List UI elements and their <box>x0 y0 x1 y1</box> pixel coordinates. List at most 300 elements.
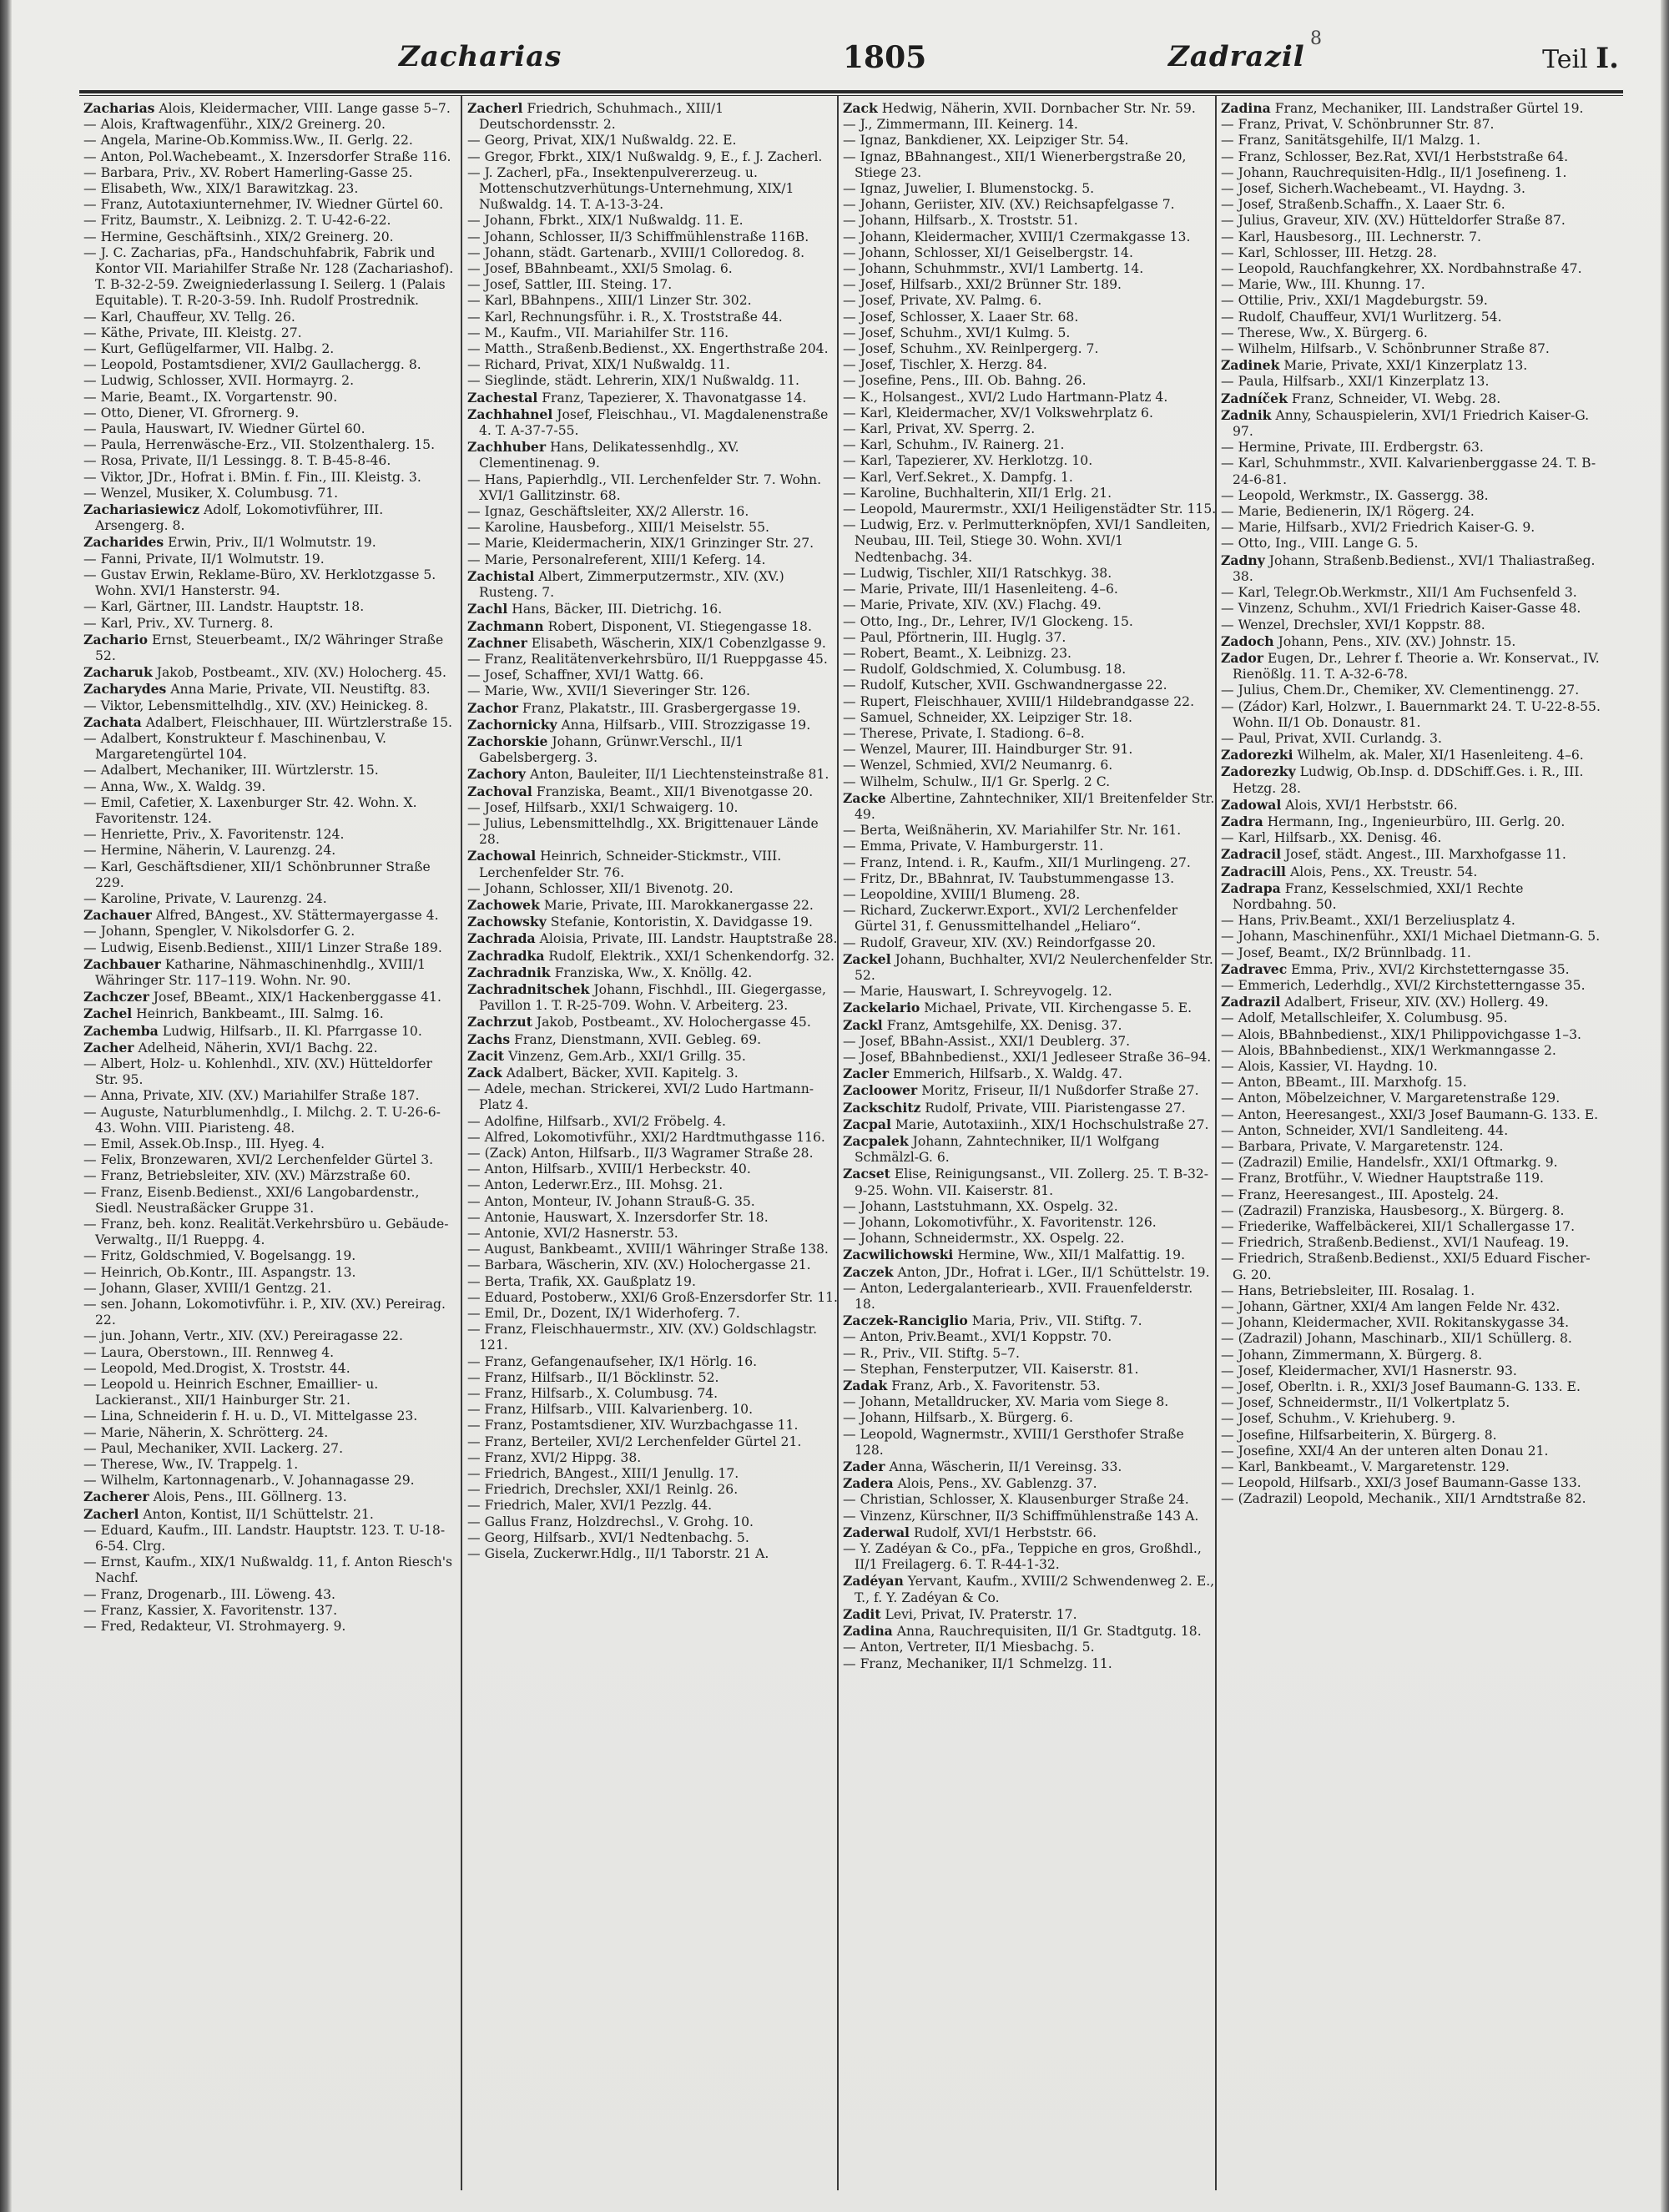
entry-details: Rudolf, Graveur, XIV. (XV.) Reindorfgasse 20. <box>860 935 1157 950</box>
entry-details: Barbara, Wäscherin, XIV. (XV.) Holochergasse 21. <box>484 1257 811 1273</box>
entry-details: Marie, Kleidermacherin, XIX/1 Grinzinger Str. 27. <box>484 536 814 552</box>
entry-details: Emma, Private, V. Hamburgerstr. 11. <box>860 839 1104 854</box>
entry-ditto-dash: — <box>1221 133 1238 149</box>
entry-ditto-dash: — <box>83 1297 101 1313</box>
entry-ditto-dash: — <box>467 1529 485 1545</box>
entry-details: Michael, Private, VII. Kirchengasse 5. E. <box>924 1000 1193 1016</box>
entry-details: Johann, Pens., XIV. (XV.) Johnstr. 15. <box>1278 633 1516 649</box>
entry-details: Alois, Pens., XX. Treustr. 54. <box>1289 864 1478 879</box>
entry-details: Paula, Hauswart, IV. Wiedner Gürtel 60. <box>100 421 366 437</box>
entry-ditto-dash: — <box>843 149 860 164</box>
entry-surname: Zachradnik <box>467 964 551 980</box>
entry-details: Viktor, Lebensmittelhdlg., XIV. (XV.) Heinickeg. 8. <box>100 698 428 713</box>
directory-entry <box>467 100 841 133</box>
entry-details: Johann, Schlosser, II/3 Schiffmühlenstraße 116B. <box>484 229 809 244</box>
entry-details: Leopoldine, XVIII/1 Blumeng. 28. <box>860 886 1081 902</box>
entry-details: Vinzenz, Gem.Arb., XXI/1 Grillg. 35. <box>508 1048 746 1064</box>
entry-details: Emmerich, Hilfsarb., X. Waldg. 47. <box>893 1066 1122 1082</box>
entry-surname: Zachata <box>83 713 142 730</box>
entry-ditto-dash: — <box>467 1386 485 1402</box>
entry-ditto-dash: — <box>83 1360 101 1376</box>
column-1 <box>83 100 457 2186</box>
entry-surname: Zadracil <box>1221 846 1282 863</box>
directory-entry <box>467 668 841 683</box>
entry-details: Julius, Lebensmittelhdlg., XX. Brigittenauer Lände 28. <box>479 815 819 848</box>
entry-ditto-dash: — <box>1221 261 1238 277</box>
directory-entry <box>467 1386 841 1402</box>
entry-ditto-dash: — <box>1221 277 1238 293</box>
entry-details: Franz, Hilfsarb., VIII. Kalvarienberg. 10. <box>484 1402 754 1418</box>
entry-details: R., Priv., VII. Stiftg. 5–7. <box>860 1345 1020 1361</box>
directory-entry <box>843 213 1217 229</box>
directory-entry <box>467 1130 841 1146</box>
header-first-entry: Zacharias <box>399 40 562 73</box>
directory-entry <box>843 871 1217 887</box>
directory-entry <box>1221 683 1601 698</box>
directory-entry <box>843 1656 1217 1672</box>
entry-ditto-dash: — <box>843 1280 860 1296</box>
directory-entry <box>1221 341 1601 357</box>
entry-details: Richard, Zuckerwr.Export., XVI/2 Lerchenfelder Gürtel 31, f. Genussmittelhandel „Heliaro“. <box>855 903 1178 935</box>
entry-surname: Zadoch <box>1221 632 1274 649</box>
directory-entry <box>843 373 1217 389</box>
column-divider <box>461 96 462 2190</box>
directory-entry <box>1221 1251 1601 1282</box>
directory-entry <box>83 616 457 632</box>
directory-entry <box>843 277 1217 293</box>
entry-surname: Zacher <box>83 1039 134 1056</box>
directory-entry <box>83 100 457 117</box>
directory-entry <box>83 1005 457 1022</box>
entry-ditto-dash: — <box>843 629 860 645</box>
entry-details: Alois, Kleidermacher, VIII. Lange gasse 5–7. <box>159 101 451 116</box>
entry-details: Anton, Möbelzeichner, V. Margaretenstraße 129. <box>1238 1091 1561 1106</box>
directory-entry <box>83 310 457 325</box>
directory-entry <box>1221 374 1601 390</box>
entry-ditto-dash: — <box>467 325 485 340</box>
entry-surname: Zacpalek <box>843 1133 909 1149</box>
entry-ditto-dash: — <box>83 229 101 244</box>
entry-details: Franz, Mechaniker, III. Landstraßer Gürtel 19. <box>1274 101 1584 116</box>
directory-entry <box>1221 1315 1601 1331</box>
directory-entry <box>467 1498 841 1514</box>
entry-details: Franz, beh. konz. Realität.Verkehrsbüro u. Gebäude-Verwaltg., II/1 Rueppg. 4. <box>95 1217 449 1248</box>
entry-details: Karl, Geschäftsdiener, XII/1 Schönbrunner Straße 229. <box>95 859 431 890</box>
entry-details: Josef, Sattler, III. Steing. 17. <box>484 277 673 293</box>
entry-surname: Zachrada <box>467 930 536 947</box>
entry-details: Marie, Private, XIV. (XV.) Flachg. 49. <box>860 597 1102 613</box>
directory-entry <box>467 568 841 601</box>
directory-entry <box>467 1065 841 1081</box>
directory-entry <box>83 341 457 357</box>
directory-entry <box>1221 763 1601 796</box>
page-number: 1805 <box>843 40 927 75</box>
directory-entry <box>83 245 457 310</box>
entry-details: Hermine, Geschäftsinh., XIX/2 Greinerg. 20. <box>100 229 394 244</box>
directory-entry <box>1221 1395 1601 1411</box>
entry-details: Josef, Schlosser, X. Laaer Str. 68. <box>860 309 1079 325</box>
entry-surname: Zachowek <box>467 896 540 913</box>
entry-ditto-dash: — <box>1221 1122 1238 1138</box>
directory-entry <box>83 859 457 891</box>
entry-details: Johann, Buchhalter, XVI/2 Neulerchenfelder Str. 52. <box>855 951 1213 983</box>
entry-details: J., Zimmermann, III. Keinerg. 14. <box>860 117 1078 133</box>
entry-surname: Zachl <box>467 601 508 617</box>
directory-entry <box>843 1362 1217 1378</box>
entry-details: Anton, Hilfsarb., XVIII/1 Herbeckstr. 40. <box>484 1161 751 1177</box>
part-word: Teil <box>1542 45 1588 74</box>
directory-entry <box>467 700 841 717</box>
directory-entry <box>1221 1203 1601 1219</box>
entry-details: Therese, Ww., X. Bürgerg. 6. <box>1238 325 1428 340</box>
entry-ditto-dash: — <box>83 1424 101 1440</box>
entry-ditto-dash: — <box>1221 1427 1238 1443</box>
entry-details: Franz, Tapezierer, X. Thavonatgasse 14. <box>542 390 807 406</box>
entry-ditto-dash: — <box>83 453 101 469</box>
directory-entry <box>83 325 457 341</box>
entry-details: Franz, Arb., X. Favoritenstr. 53. <box>891 1378 1101 1394</box>
entry-surname: Zachoval <box>467 783 532 799</box>
directory-entry <box>1221 1059 1601 1075</box>
entry-ditto-dash: — <box>467 799 485 815</box>
entry-ditto-dash: — <box>83 1217 101 1232</box>
entry-surname: Zachhuber <box>467 439 547 456</box>
directory-entry <box>1221 440 1601 456</box>
directory-entry <box>843 1427 1217 1459</box>
entry-details: Paul, Pförtnerin, III. Huglg. 37. <box>860 629 1066 645</box>
entry-details: Fritz, Baumstr., X. Leibnizg. 2. T. U-42-6-22. <box>100 213 391 229</box>
entry-details: J. C. Zacharias, pFa., Handschuhfabrik, Fabrik und Kontor VII. Mariahilfer Straße Nr. 128 (Zachariashof). T. B-32-2-59. Zweigniederlassung I. Seilerg. 1 (Palais Equitable). T. R-20-3-59. Inh. Rudolf Prostrednik. <box>95 244 454 309</box>
entry-ditto-dash: — <box>843 309 860 325</box>
entry-ditto-dash: — <box>843 1410 860 1426</box>
entry-ditto-dash: — <box>83 421 101 437</box>
directory-entry <box>1221 181 1601 197</box>
entry-details: Ernst, Kaufm., XIX/1 Nußwaldg. 11, f. Anton Riesch's Nachf. <box>95 1554 453 1586</box>
entry-details: Ludwig, Hilfsarb., II. Kl. Pfarrgasse 10. <box>162 1023 422 1039</box>
directory-entry <box>83 1473 457 1489</box>
entry-details: Josef, BBahn-Assist., XXI/1 Deublerg. 37. <box>860 1033 1131 1049</box>
directory-entry <box>1221 978 1601 994</box>
entry-details: Johann, Schuhmmstr., XVI/1 Lambertg. 14. <box>860 261 1144 277</box>
entry-ditto-dash: — <box>843 582 860 597</box>
entry-details: Heinrich, Ob.Kontr., III. Aspangstr. 13. <box>100 1264 356 1280</box>
entry-ditto-dash: — <box>1221 1459 1238 1475</box>
entry-details: Franziska, Beamt., XII/1 Bivenotgasse 20. <box>536 784 814 799</box>
directory-entry <box>467 261 841 277</box>
entry-details: Fritz, Dr., BBahnrat, IV. Taubstummengasse 13. <box>860 870 1175 886</box>
entry-ditto-dash: — <box>1221 181 1238 197</box>
entry-details: Josef, Straßenb.Schaffn., X. Laaer Str. 6. <box>1238 197 1505 213</box>
entry-ditto-dash: — <box>843 597 860 613</box>
entry-details: Johann, Fischhdl., III. Giegergasse, Pavillon 1. T. R-25-709. Wohn. V. Arbeiterg. 23. <box>479 981 826 1014</box>
entry-ditto-dash: — <box>83 1104 101 1120</box>
entry-ditto-dash: — <box>843 662 860 678</box>
entry-ditto-dash: — <box>467 261 485 277</box>
directory-entry <box>1221 536 1601 552</box>
entry-details: Henriette, Priv., X. Favoritenstr. 124. <box>100 827 345 843</box>
directory-entry <box>843 597 1217 613</box>
entry-details: Ludwig, Eisenb.Bedienst., XIII/1 Linzer Straße 189. <box>100 940 442 955</box>
entry-details: Emma, Priv., XVI/2 Kirchstetterngasse 35. <box>1291 961 1570 977</box>
entry-ditto-dash: — <box>843 1361 860 1377</box>
directory-entry <box>467 1322 841 1353</box>
entry-ditto-dash: — <box>843 213 860 229</box>
entry-details: Marie, Ww., III. Khunng. 17. <box>1238 277 1425 293</box>
entry-details: Josef, Sicherh.Wachebeamt., VI. Haydng. 3. <box>1238 181 1525 197</box>
entry-surname: Zachhahnel <box>467 406 553 422</box>
entry-ditto-dash: — <box>843 485 860 501</box>
entry-details: Eugen, Dr., Lehrer f. Theorie a. Wr. Konservat., IV. Rienößlg. 11. T. A-32-6-78. <box>1233 650 1600 683</box>
entry-surname: Zachory <box>467 766 526 783</box>
entry-details: Leopold, Maurermstr., XXI/1 Heiligenstädter Str. 115. <box>860 501 1217 517</box>
entry-ditto-dash: — <box>467 133 485 149</box>
entry-ditto-dash: — <box>467 1498 485 1514</box>
entry-details: Alois, Pens., III. Göllnerg. 13. <box>153 1489 347 1505</box>
directory-entry <box>1221 814 1601 830</box>
entry-details: Gallus Franz, Holzdrechsl., V. Grohg. 10. <box>484 1514 754 1529</box>
entry-ditto-dash: — <box>467 341 485 357</box>
directory-entry <box>1221 731 1601 747</box>
directory-entry <box>467 277 841 293</box>
entry-ditto-dash: — <box>1221 520 1238 536</box>
entry-details: Christian, Schlosser, X. Klausenburger Straße 24. <box>860 1492 1189 1508</box>
entry-details: (Zadrazil) Franziska, Hausbesorg., X. Bürgerg. 8. <box>1238 1202 1565 1218</box>
entry-ditto-dash: — <box>843 725 860 741</box>
directory-entry <box>83 1345 457 1361</box>
entry-ditto-dash: — <box>1221 440 1238 456</box>
directory-entry <box>1221 407 1601 440</box>
entry-details: Marie, Hilfsarb., XVI/2 Friedrich Kaiser-G. 9. <box>1238 520 1535 536</box>
entry-details: Paula, Herrenwäsche-Erz., VII. Stolzenthalerg. 15. <box>100 437 436 453</box>
entry-ditto-dash: — <box>1221 487 1238 503</box>
entry-ditto-dash: — <box>467 1306 485 1322</box>
entry-details: Anna, Ww., X. Waldg. 39. <box>100 778 266 794</box>
entry-ditto-dash: — <box>467 552 485 567</box>
entry-surname: Zadina <box>1221 100 1271 116</box>
entry-ditto-dash: — <box>1221 617 1238 632</box>
entry-ditto-dash: — <box>83 485 101 501</box>
entry-details: Franz, Hilfsarb., II/1 Böcklinstr. 52. <box>484 1369 719 1385</box>
entry-details: Josef, BBahnbedienst., XXI/1 Jedleseer Straße 36–94. <box>860 1049 1212 1065</box>
directory-entry <box>1221 293 1601 309</box>
entry-details: Anton, Vertreter, II/1 Miesbachg. 5. <box>860 1640 1095 1655</box>
entry-details: Emmerich, Lederhdlg., XVI/2 Kirchstetterngasse 35. <box>1238 977 1586 993</box>
entry-details: Johann, Kleidermacher, XVII. Rokitanskygasse 34. <box>1238 1315 1570 1331</box>
entry-details: (Zack) Anton, Hilfsarb., II/3 Wagramer Straße 28. <box>484 1146 814 1161</box>
entry-details: Samuel, Schneider, XX. Leipziger Str. 18. <box>860 709 1132 725</box>
entry-ditto-dash: — <box>467 1177 485 1193</box>
entry-details: Y. Zadéyan & Co., pFa., Teppiche en gros, Großhdl., II/1 Freilagerg. 6. T. R-44-1-32. <box>855 1541 1202 1573</box>
directory-entry <box>1221 601 1601 617</box>
entry-ditto-dash: — <box>467 668 485 683</box>
entry-surname: Zacharias <box>83 100 155 116</box>
entry-ditto-dash: — <box>467 815 485 831</box>
directory-entry <box>1221 1010 1601 1026</box>
entry-ditto-dash: — <box>1221 293 1238 309</box>
entry-details: Alois, BBahnbedienst., XIX/1 Werkmanngasse 2. <box>1238 1042 1556 1058</box>
directory-entry <box>467 784 841 800</box>
entry-ditto-dash: — <box>1221 1202 1238 1218</box>
entry-surname: Zaczek-Ranciglio <box>843 1313 968 1329</box>
directory-entry <box>1221 1027 1601 1043</box>
entry-details: Heinrich, Bankbeamt., III. Salmg. 16. <box>136 1006 384 1022</box>
entry-surname: Zadak <box>843 1378 888 1394</box>
entry-details: Karoline, Private, V. Laurenzg. 24. <box>100 890 327 906</box>
directory-entry <box>83 1023 457 1040</box>
entry-ditto-dash: — <box>83 1168 101 1184</box>
directory-entry <box>1221 1219 1601 1235</box>
entry-ditto-dash: — <box>467 1257 485 1273</box>
directory-entry <box>83 1281 457 1297</box>
entry-details: Josefine, XXI/4 An der unteren alten Donau 21. <box>1238 1443 1549 1459</box>
entry-ditto-dash: — <box>843 839 860 854</box>
directory-entry <box>467 1081 841 1113</box>
entry-ditto-dash: — <box>467 1449 485 1465</box>
entry-details: Karl, Priv., XV. Turnerg. 8. <box>100 615 274 631</box>
entry-ditto-dash: — <box>843 1640 860 1655</box>
entry-details: Adolfine, Hilfsarb., XVI/2 Fröbelg. 4. <box>484 1113 727 1129</box>
entry-ditto-dash: — <box>843 341 860 357</box>
entry-details: Franz, Brotführ., V. Wiedner Hauptstraße 119. <box>1238 1171 1544 1187</box>
directory-entry <box>83 1248 457 1264</box>
entry-details: Rudolf, XVI/1 Herbststr. 66. <box>913 1524 1097 1540</box>
entry-details: Karoline, Hausbeforg., XIII/1 Meiselstr. 55. <box>484 520 769 536</box>
entry-ditto-dash: — <box>83 1248 101 1264</box>
entry-details: Johann, Schlosser, XI/1 Geiselbergstr. 14. <box>860 244 1133 260</box>
directory-entry <box>467 914 841 930</box>
directory-entry <box>83 698 457 714</box>
directory-entry <box>83 989 457 1005</box>
entry-details: Josef, Fleischhau., VI. Magdalenenstraße 4. T. A-37-7-55. <box>479 406 829 439</box>
entry-details: Marie, Private, XXI/1 Kinzerplatz 13. <box>1283 358 1528 374</box>
entry-surname: Zadnik <box>1221 406 1272 423</box>
entry-ditto-dash: — <box>467 520 485 536</box>
entry-details: Kurt, Geflügelfarmer, VII. Halbg. 2. <box>100 341 335 357</box>
directory-entry <box>1221 633 1601 650</box>
entry-details: Franz, Drogenarb., III. Löweng. 43. <box>100 1586 335 1602</box>
directory-entry <box>83 1136 457 1152</box>
directory-entry <box>467 1274 841 1290</box>
entry-details: Marie, Personalreferent, XIII/1 Keferg. 14. <box>484 552 766 567</box>
entry-details: Viktor, JDr., Hofrat i. BMin. f. Fin., III. Kleistg. 3. <box>100 469 421 485</box>
entry-details: Sieglinde, städt. Lehrerin, XIX/1 Nußwaldg. 11. <box>484 373 799 389</box>
directory-entry <box>467 1114 841 1130</box>
entry-details: Anton, BBeamt., III. Marxhofg. 15. <box>1238 1075 1467 1091</box>
directory-entry <box>83 1441 457 1457</box>
entry-details: Franz, Eisenb.Bedienst., XXI/6 Langobardenstr., Siedl. Neustraßäcker Gruppe 31. <box>95 1184 420 1216</box>
directory-entry <box>843 261 1217 277</box>
entry-details: Marie, Private, III/1 Hasenleiteng. 4–6. <box>860 582 1118 597</box>
entry-details: Ignaz, Bankdiener, XX. Leipziger Str. 54. <box>860 133 1129 149</box>
entry-details: Johann, Glaser, XVIII/1 Gentzg. 21. <box>100 1280 332 1296</box>
entry-ditto-dash: — <box>83 940 101 955</box>
entry-ditto-dash: — <box>843 1508 860 1524</box>
directory-entry <box>83 197 457 213</box>
entry-ditto-dash: — <box>843 1655 860 1671</box>
directory-entry <box>1221 913 1601 929</box>
entry-ditto-dash: — <box>83 615 101 631</box>
entry-details: Emil, Assek.Ob.Insp., III. Hyeg. 4. <box>100 1136 325 1151</box>
entry-details: Franz, Schlosser, Bez.Rat, XVI/1 Herbststraße 64. <box>1238 149 1569 164</box>
entry-details: Josef, Private, XV. Palmg. 6. <box>860 293 1042 309</box>
entry-ditto-dash: — <box>83 437 101 453</box>
entry-ditto-dash: — <box>467 1081 485 1097</box>
entry-surname: Zacwilichowski <box>843 1247 954 1263</box>
directory-entry <box>467 439 841 471</box>
entry-ditto-dash: — <box>843 886 860 902</box>
directory-entry <box>83 149 457 165</box>
directory-entry <box>467 948 841 965</box>
entry-details: Therese, Private, I. Stadiong. 6–8. <box>860 725 1085 741</box>
entry-surname: Zachestal <box>467 389 538 406</box>
entry-surname: Zacherl <box>467 100 523 116</box>
entry-ditto-dash: — <box>843 1049 860 1065</box>
directory-entry <box>843 1606 1217 1623</box>
directory-entry <box>467 766 841 783</box>
entry-ditto-dash: — <box>1221 1475 1238 1491</box>
entry-ditto-dash: — <box>843 117 860 133</box>
entry-ditto-dash: — <box>1221 977 1238 993</box>
entry-details: Leopold, Hilfsarb., XXI/3 Josef Baumann-Gasse 133. <box>1238 1475 1581 1491</box>
entry-details: Hans, Delikatessenhdlg., XV. Clementinenag. 9. <box>479 440 739 471</box>
directory-entry <box>1221 213 1601 229</box>
directory-entry <box>83 357 457 373</box>
directory-entry <box>83 1457 457 1473</box>
directory-entry <box>1221 1091 1601 1106</box>
entry-details: Hermann, Ing., Ingenieurbüro, III. Gerlg. 20. <box>1267 814 1566 829</box>
entry-ditto-dash: — <box>83 1056 101 1071</box>
entry-details: Wilhelm, Hilfsarb., V. Schönbrunner Straße 87. <box>1238 341 1550 357</box>
entry-ditto-dash: — <box>467 373 485 389</box>
entry-ditto-dash: — <box>843 823 860 839</box>
entry-ditto-dash: — <box>843 181 860 197</box>
directory-entry <box>83 1619 457 1635</box>
entry-details: Johann, Hilfsarb., X. Bürgerg. 6. <box>860 1410 1073 1426</box>
entry-surname: Zack <box>843 100 878 116</box>
directory-entry <box>843 1199 1217 1215</box>
entry-details: Otto, Ing., VIII. Lange G. 5. <box>1238 536 1419 552</box>
entry-details: Johann, Hilfsarb., X. Troststr. 51. <box>860 213 1078 229</box>
entry-ditto-dash: — <box>1221 1347 1238 1363</box>
directory-entry <box>1221 961 1601 978</box>
entry-surname: Zadracill <box>1221 863 1286 879</box>
directory-entry <box>843 1329 1217 1345</box>
directory-entry <box>83 1328 457 1344</box>
entry-details: Josef, Schuhm., V. Kriehuberg. 9. <box>1238 1411 1456 1427</box>
column-3 <box>843 100 1217 2186</box>
entry-ditto-dash: — <box>1221 683 1238 698</box>
directory-entry <box>467 1048 841 1065</box>
directory-entry <box>467 965 841 981</box>
entry-details: Anna, Private, XIV. (XV.) Mariahilfer Straße 187. <box>100 1088 420 1104</box>
entry-ditto-dash: — <box>83 309 101 325</box>
entry-ditto-dash: — <box>1221 1251 1238 1267</box>
entry-ditto-dash: — <box>83 341 101 357</box>
directory-entry <box>1221 552 1601 585</box>
directory-entry <box>843 1281 1217 1313</box>
entry-surname: Zadorezki <box>1221 747 1293 763</box>
entry-ditto-dash: — <box>467 880 485 896</box>
entry-details: Franz, Heeresangest., III. Apostelg. 24. <box>1238 1187 1499 1202</box>
entry-details: Leopold, Postamtsdiener, XVI/2 Gaullachergg. 8. <box>100 357 421 373</box>
entry-details: Wenzel, Drechsler, XVI/1 Koppstr. 88. <box>1238 617 1485 632</box>
entry-ditto-dash: — <box>467 1546 485 1562</box>
entry-ditto-dash: — <box>83 164 101 180</box>
directory-entry <box>1221 1379 1601 1395</box>
part-number: I. <box>1596 42 1619 75</box>
entry-details: Josef, Beamt., IX/2 Brünnlbadg. 11. <box>1238 945 1471 960</box>
directory-entry <box>83 567 457 599</box>
